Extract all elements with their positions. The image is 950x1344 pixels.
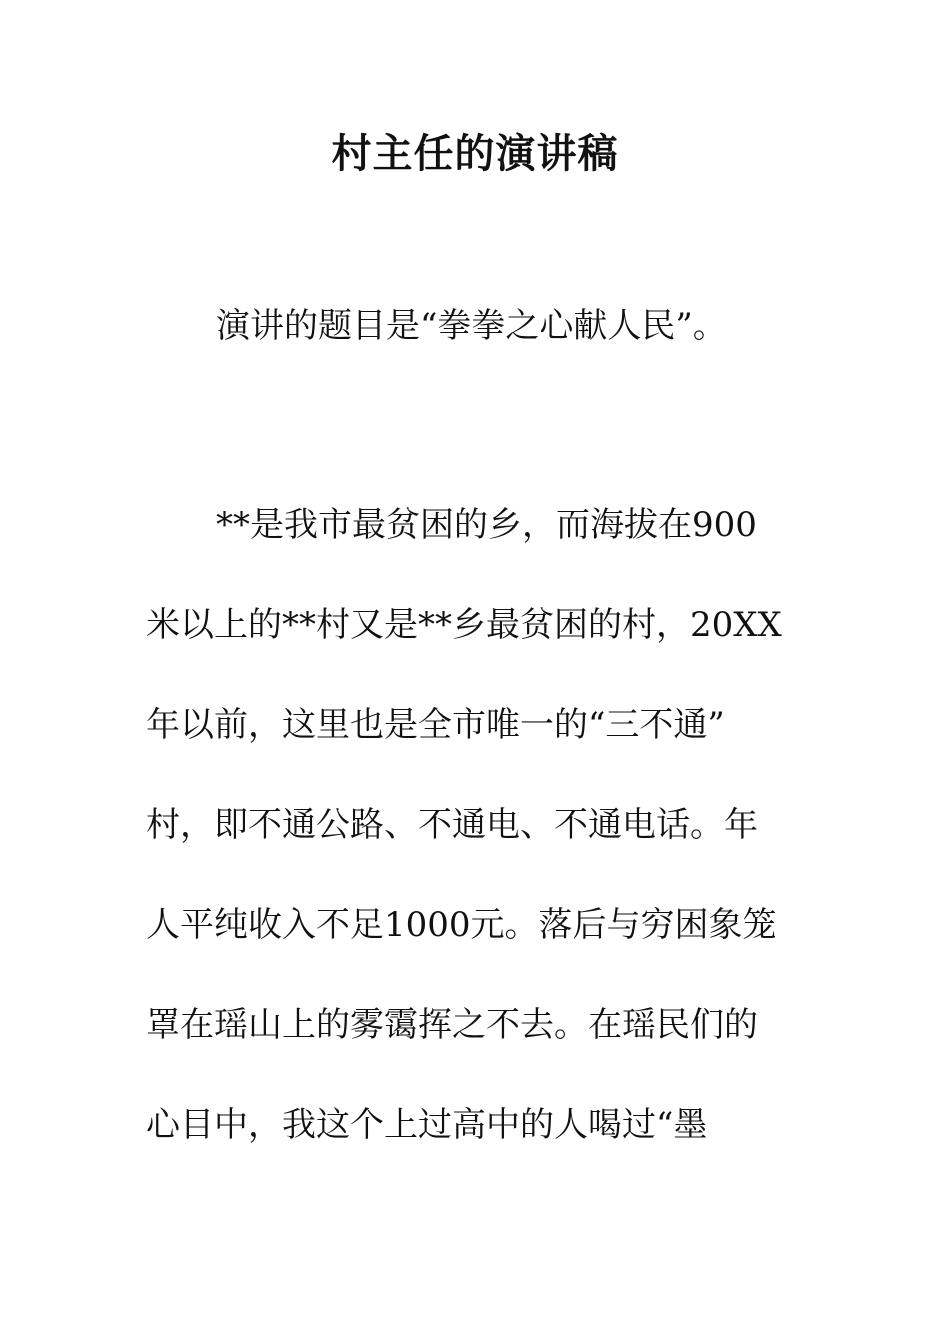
body-line-1: **是我市最贫困的乡，而海拔在900 [216, 505, 757, 545]
subtitle-line: 演讲的题目是“拳拳之心献人民”。 [216, 306, 727, 346]
body-line-2: 米以上的**村又是**乡最贫困的村，20XX [146, 605, 782, 645]
body-line-7: 心目中，我这个上过高中的人喝过“墨 [146, 1105, 708, 1145]
body-line-3: 年以前，这里也是全市唯一的“三不通” [146, 705, 725, 745]
body-line-5: 人平纯收入不足1000元。落后与穷困象笼 [146, 905, 777, 945]
body-line-6: 罩在瑶山上的雾霭挥之不去。在瑶民们的 [146, 1005, 758, 1045]
body-line-4: 村，即不通公路、不通电、不通电话。年 [146, 805, 758, 845]
document-title: 村主任的演讲稿 [331, 131, 619, 177]
